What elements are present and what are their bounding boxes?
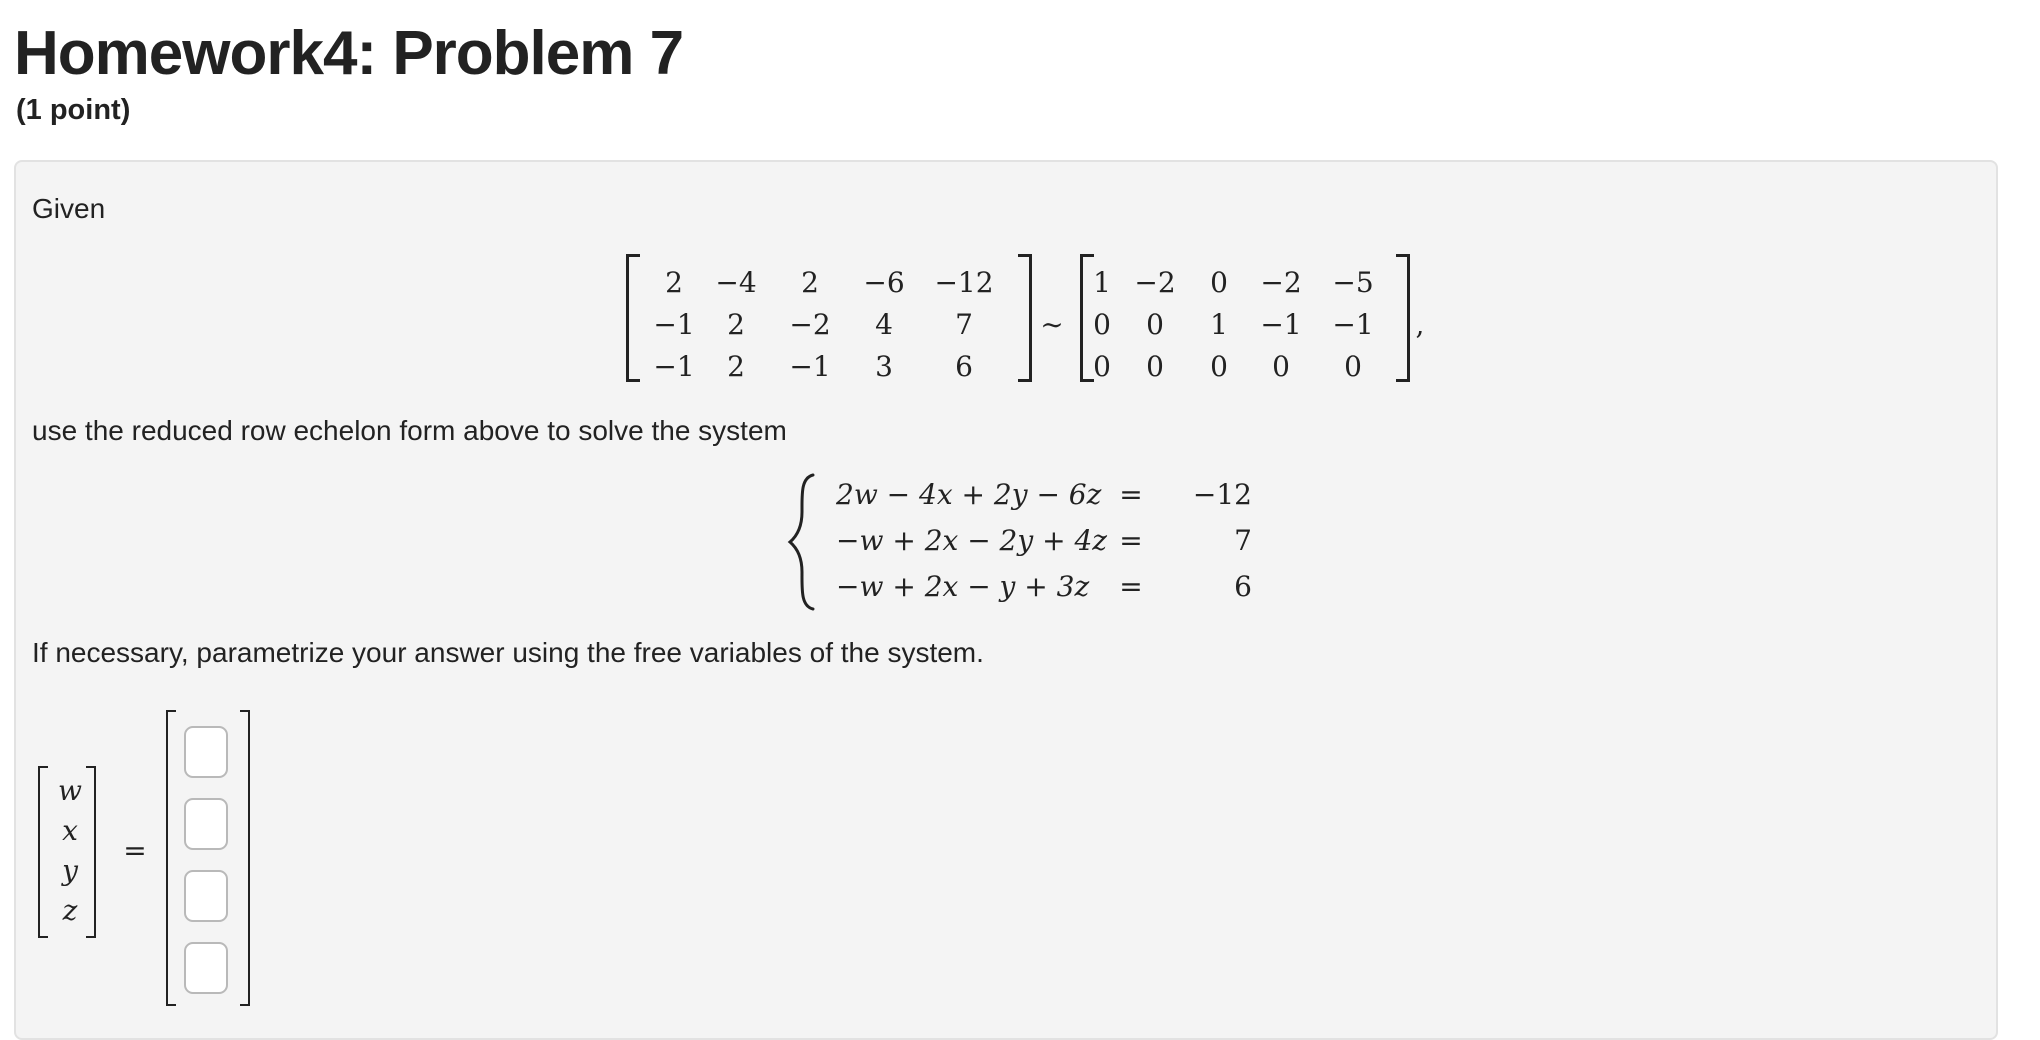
augmented-cell-3-3: −1: [789, 350, 831, 383]
equation-3-equals: =: [1119, 570, 1143, 603]
equation-2-lhs: −w + 2x − 2y + 4z: [836, 524, 1108, 557]
reduced-cell-1-2: −2: [1134, 266, 1176, 299]
page-title: Homework4: Problem 7: [14, 19, 684, 88]
augmented-cell-1-1: 2: [665, 266, 683, 299]
points-value: (1 point): [16, 94, 131, 126]
answer-input-z[interactable]: [184, 942, 228, 994]
variable-x: x: [62, 814, 78, 847]
reduced-cell-3-4: 0: [1272, 350, 1290, 383]
row-equivalence-symbol: ∼: [1040, 308, 1064, 341]
reduced-cell-3-3: 0: [1210, 350, 1228, 383]
augmented-cell-2-5: 7: [955, 308, 973, 341]
problem-card: [14, 160, 1998, 1040]
variable-vector-left-bracket: [38, 766, 48, 938]
equation-3-lhs: −w + 2x − y + 3z: [836, 570, 1090, 603]
augmented-cell-2-2: 2: [727, 308, 745, 341]
reduced-cell-2-1: 0: [1093, 308, 1111, 341]
given-label: Given: [32, 193, 106, 224]
answer-input-y[interactable]: [184, 870, 228, 922]
answer-vector-right-bracket: [240, 710, 250, 1006]
augmented-matrix-right-bracket: [1018, 254, 1032, 382]
augmented-matrix-left-bracket: [626, 254, 640, 382]
linear-system: [786, 472, 1266, 612]
augmented-cell-2-3: −2: [789, 308, 831, 341]
free-variables-instruction: If necessary, parametrize your answer using the free variables of the system.: [32, 637, 984, 668]
reduced-cell-1-4: −2: [1260, 266, 1302, 299]
reduced-matrix-right-bracket: [1396, 254, 1410, 382]
reduced-cell-2-5: −1: [1332, 308, 1374, 341]
variable-z: z: [62, 894, 78, 927]
answer-input-x[interactable]: [184, 798, 228, 850]
left-brace-icon: [786, 472, 820, 612]
solution-vector-area: [38, 710, 278, 1030]
augmented-cell-3-4: 3: [875, 350, 893, 383]
answer-input-w[interactable]: [184, 726, 228, 778]
variable-w: w: [58, 774, 82, 807]
reduced-cell-3-2: 0: [1146, 350, 1164, 383]
matrix-comma: ,: [1415, 308, 1425, 341]
solution-equals: =: [123, 834, 147, 867]
reduced-cell-3-5: 0: [1344, 350, 1362, 383]
equation-3-rhs: 6: [1234, 570, 1252, 603]
variable-vector-right-bracket: [86, 766, 96, 938]
reduced-cell-3-1: 0: [1093, 350, 1111, 383]
equation-2-rhs: 7: [1234, 524, 1252, 557]
reduced-cell-2-2: 0: [1146, 308, 1164, 341]
reduced-cell-2-4: −1: [1260, 308, 1302, 341]
augmented-cell-2-1: −1: [653, 308, 695, 341]
equation-1-equals: =: [1119, 478, 1143, 511]
augmented-cell-1-5: −12: [934, 266, 994, 299]
equation-2-equals: =: [1119, 524, 1143, 557]
augmented-cell-2-4: 4: [875, 308, 893, 341]
augmented-cell-1-4: −6: [863, 266, 905, 299]
augmented-cell-3-2: 2: [727, 350, 745, 383]
reduced-cell-1-3: 0: [1210, 266, 1228, 299]
augmented-cell-3-5: 6: [955, 350, 973, 383]
augmented-cell-3-1: −1: [653, 350, 695, 383]
matrix-display: [626, 254, 1426, 382]
answer-vector-left-bracket: [166, 710, 176, 1006]
reduced-cell-2-3: 1: [1210, 308, 1228, 341]
augmented-cell-1-2: −4: [715, 266, 757, 299]
augmented-cell-1-3: 2: [801, 266, 819, 299]
equation-1-rhs: −12: [1192, 478, 1252, 511]
variable-y: y: [62, 854, 78, 887]
instruction-text: use the reduced row echelon form above to solve the system: [32, 415, 787, 446]
equation-1-lhs: 2w − 4x + 2y − 6z: [836, 478, 1102, 511]
reduced-cell-1-1: 1: [1093, 266, 1111, 299]
reduced-cell-1-5: −5: [1332, 266, 1374, 299]
